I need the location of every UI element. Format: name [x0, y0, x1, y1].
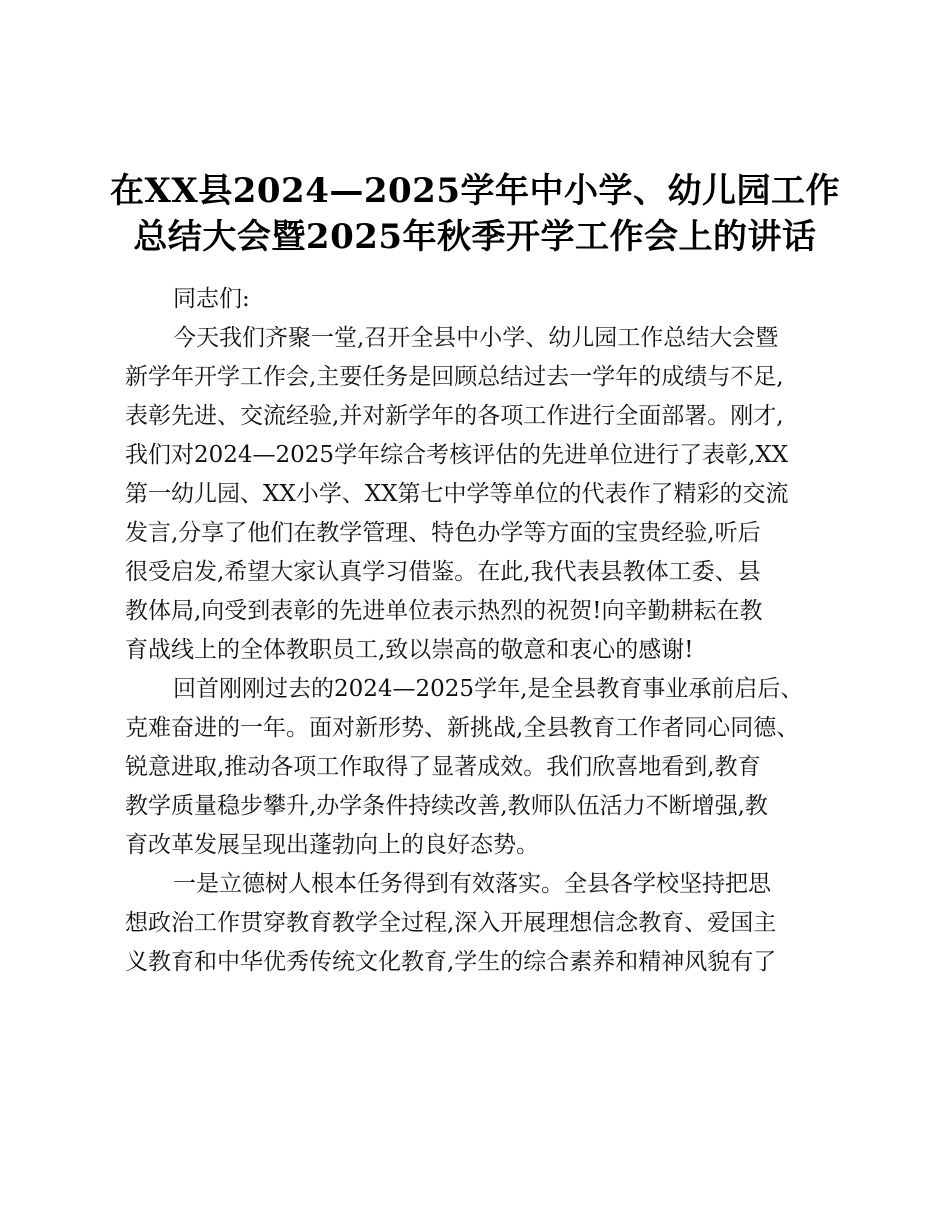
text-line: 想政治工作贯穿教育教学全过程,深入开展理想信念教育、爱国主 [125, 910, 777, 936]
text-line: 很受启发,希望大家认真学习借鉴。在此,我代表县教体工委、县 [125, 559, 761, 585]
text-line: 新学年开学工作会,主要任务是回顾总结过去一学年的成绩与不足, [125, 364, 784, 390]
text-line: 一是立德树人根本任务得到有效落实。全县各学校坚持把思 [173, 871, 771, 897]
text-line: 教体局,向受到表彰的先进单位表示热烈的祝贺!向辛勤耕耘在教 [125, 598, 763, 624]
text-line: 义教育和中华优秀传统文化教育,学生的综合素养和精神风貌有了 [125, 949, 777, 975]
text-line: 第一幼儿园、XX小学、XX第七中学等单位的代表作了精彩的交流 [125, 481, 789, 507]
point-one-paragraph [125, 865, 835, 982]
text-line: 同志们: [173, 286, 250, 312]
document-title [100, 168, 850, 260]
review-paragraph [125, 670, 835, 865]
title-line-2: 总结大会暨2025年秋季开学工作会上的讲话 [133, 217, 817, 257]
text-line: 教学质量稳步攀升,办学条件持续改善,教师队伍活力不断增强,教 [125, 793, 768, 819]
text-line: 育改革发展呈现出蓬勃向上的良好态势。 [125, 832, 539, 858]
document-body [125, 280, 835, 982]
text-line: 我们对2024—2025学年综合考核评估的先进单位进行了表彰,XX [125, 442, 789, 468]
text-line: 今天我们齐聚一堂,召开全县中小学、幼儿园工作总结大会暨 [173, 325, 779, 351]
text-line: 锐意进取,推动各项工作取得了显著成效。我们欣喜地看到,教育 [125, 754, 761, 780]
salutation-paragraph [125, 280, 835, 319]
text-line: 克难奋进的一年。面对新形势、新挑战,全县教育工作者同心同德、 [125, 715, 800, 741]
text-line: 育战线上的全体教职员工,致以崇高的敬意和衷心的感谢! [125, 637, 694, 663]
text-line: 表彰先进、交流经验,并对新学年的各项工作进行全面部署。刚才, [125, 403, 784, 429]
text-line: 发言,分享了他们在教学管理、特色办学等方面的宝贵经验,听后 [125, 520, 761, 546]
opening-paragraph [125, 319, 835, 670]
text-line: 回首刚刚过去的2024—2025学年,是全县教育事业承前启后、 [173, 676, 804, 702]
title-line-1: 在XX县2024—2025学年中小学、幼儿园工作 [109, 171, 841, 211]
